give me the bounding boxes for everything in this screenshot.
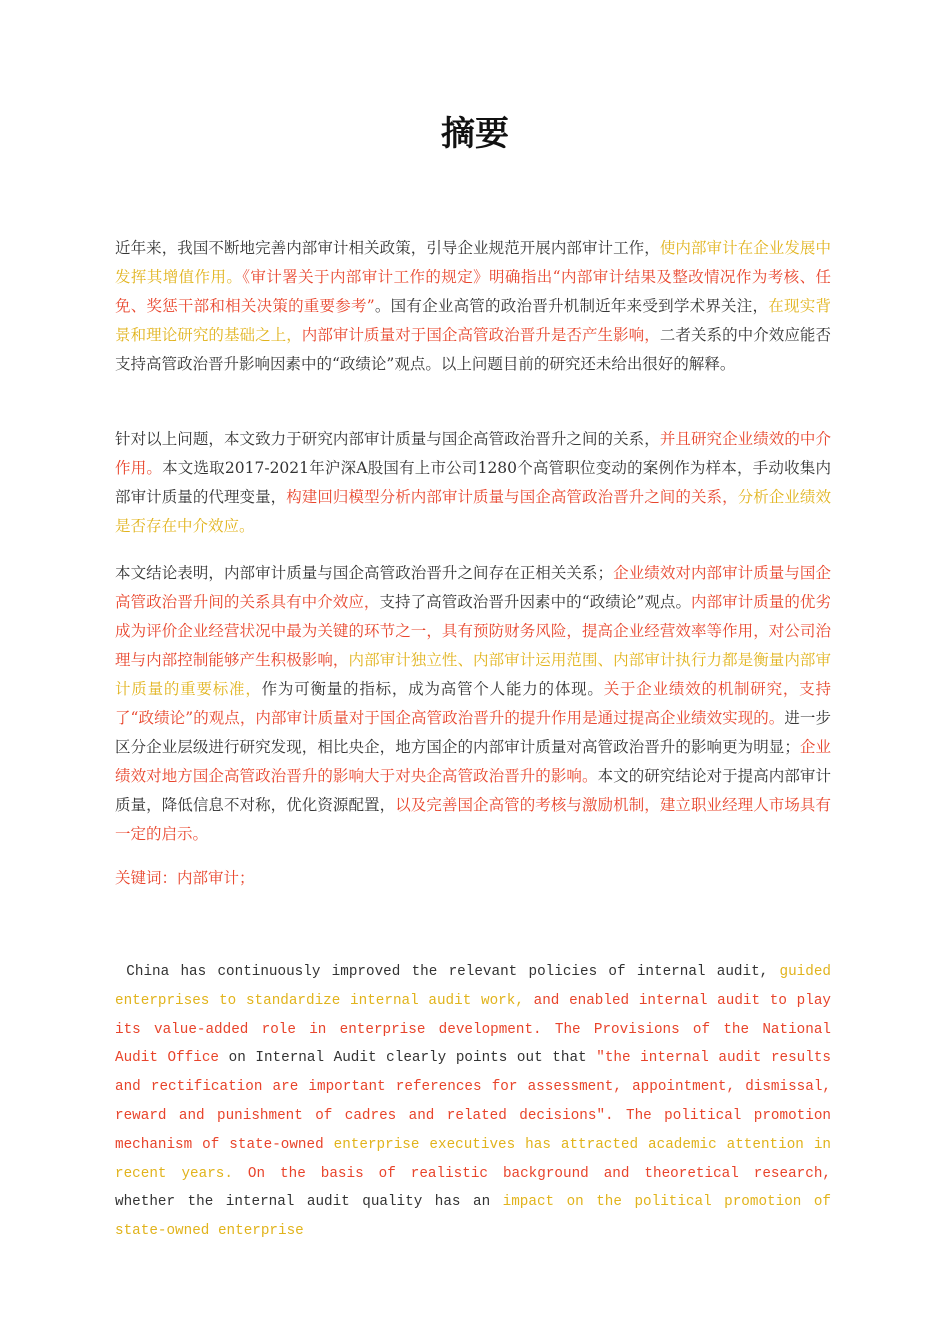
english-abstract-paragraph [115, 958, 831, 1246]
abstract-paragraph-3 [115, 559, 831, 849]
highlight-run: 关于企业绩效的机制研究，支持了“政绩论”的观点，内部审计质量对于国企高管政治晋升的提升作用是通过提高企业绩效实现的。 [115, 680, 831, 727]
text-run: 本文结论表明，内部审计质量与国企高管政治晋升之间存在正相关关系； [115, 564, 614, 582]
abstract-paragraph-2 [115, 425, 831, 541]
text-run: 。国有企业高管的政治晋升机制近年来受到学术界关注， [374, 297, 769, 315]
highlight-run: 使内部审计在企业发展中发挥其增值作用。 [115, 239, 831, 286]
text-run: 近年来，我国不断地完善内部审计相关政策，引导企业规范开展内部审计工作， [115, 239, 660, 257]
highlight-run: enterprise executives has attracted academic attention in recent years. [115, 1136, 831, 1182]
text-run: 作为可衡量的指标，成为高管个人能力的体现。 [261, 680, 604, 698]
text-run: whether the internal audit quality has an [115, 1194, 503, 1211]
highlight-run: 内部审计独立性、内部审计运用范围、内部审计执行力都是衡量内部审计质量的重要标准， [115, 651, 831, 698]
text-run: 进一步区分企业层级进行研究发现，相比央企，地方国企的内部审计质量对高管政治晋升的影响更为明显； [115, 709, 831, 756]
highlight-run: 企业绩效对地方国企高管政治晋升的影响大于对央企高管政治晋升的影响。 [115, 738, 831, 785]
highlight-run: On the basis of realistic background and theoretical research, [232, 1165, 831, 1182]
page-title: 摘要 [441, 114, 509, 154]
text-run: China has continuously improved the relevant policies of internal audit, [115, 964, 780, 980]
highlight-run: 企业绩效对内部审计质量与国企高管政治晋升间的关系具有中介效应， [115, 564, 831, 611]
highlight-run: 《审计署关于内部审计工作的规定》明确指出“内部审计结果及整改情况作为考核、任免、奖惩干部和相关决策的重要参考” [115, 268, 831, 315]
highlight-run: 在现实背景和理论研究的基础之上， [115, 297, 831, 344]
highlight-run: and enabled internal audit to play its value-added role in enterprise development. The Provisions of the National Audit Office [115, 992, 831, 1067]
highlight-run: 内部审计质量对于国企高管政治晋升是否产生影响， [301, 326, 660, 344]
text-run: 本文选取2017-2021年沪深A股国有上市公司1280个高管职位变动的案例作为样本，手动收集内部审计质量的代理变量， [115, 459, 831, 506]
highlight-run: 并且研究企业绩效的中介作用。 [115, 430, 831, 477]
text-run: 本文的研究结论对于提高内部审计质量，降低信息不对称，优化资源配置， [115, 767, 831, 814]
keywords-line: 关键词：内部审计； [115, 869, 255, 887]
highlight-run: 以及完善国企高管的考核与激励机制，建立职业经理人市场具有一定的启示。 [115, 796, 831, 843]
highlight-run: 分析企业绩效是否存在中介效应。 [115, 488, 831, 535]
highlight-run: "the internal audit results and rectification are important references for assessment, appointment, dismissal, reward and punishment of cadres and related decisions". The political promotion mechanism of state-owned [115, 1050, 831, 1153]
highlight-run: 构建回归模型分析内部审计质量与国企高管政治晋升之间的关系， [286, 488, 738, 506]
text-run: 针对以上问题，本文致力于研究内部审计质量与国企高管政治晋升之间的关系， [115, 430, 660, 448]
abstract-paragraph-1 [115, 234, 831, 379]
text-run: on Internal Audit clearly points out that [219, 1050, 597, 1067]
highlight-run: 内部审计质量的优劣成为评价企业经营状况中最为关键的环节之一，具有预防财务风险，提高企业经营效率等作用，对公司治理与内部控制能够产生积极影响， [115, 593, 831, 669]
text-run: 二者关系的中介效应能否支持高管政治晋升影响因素中的“政绩论”观点。以上问题目前的研究还未给出很好的解释。 [115, 326, 831, 373]
highlight-run: impact on the political promotion of state-owned enterprise [115, 1194, 831, 1240]
text-run: 支持了高管政治晋升因素中的“政绩论”观点。 [379, 593, 692, 611]
highlight-run: guided enterprises to standardize internal audit work, [115, 964, 831, 1009]
